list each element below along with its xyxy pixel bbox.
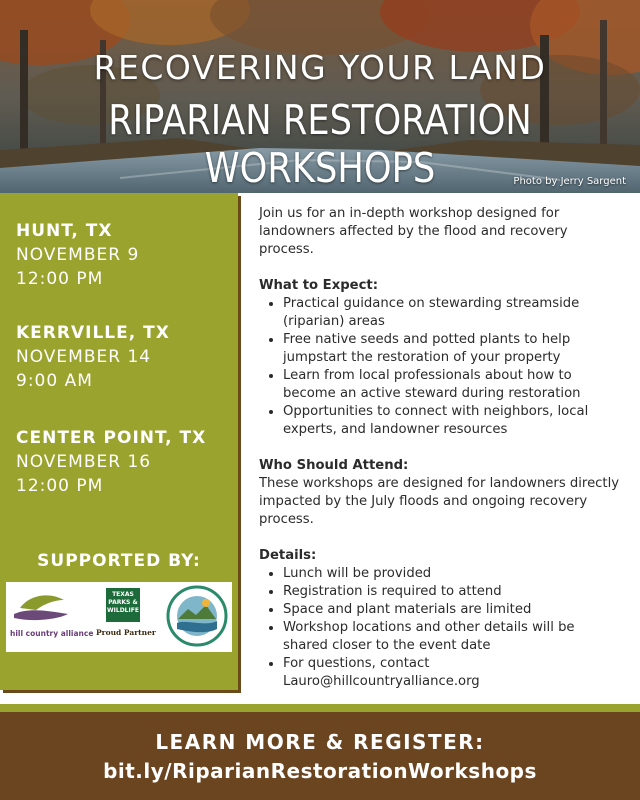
register-heading: LEARN MORE & REGISTER: — [155, 730, 485, 754]
expect-item: • Learn from local professionals about how to become an active steward during restoration — [283, 367, 621, 403]
tpw-badge — [106, 588, 140, 622]
hca-label: hill country alliance — [10, 629, 94, 638]
photo-credit: Photo by Jerry Sargent — [513, 176, 626, 187]
what-to-expect-heading: What to Expect: — [259, 278, 378, 293]
ugra-seal-logo — [166, 585, 228, 652]
event-location: HUNT, TX — [16, 221, 113, 241]
tpw-line-2: PARKS & — [108, 599, 138, 606]
expect-list — [259, 295, 621, 439]
details-item: • Lunch will be provided — [283, 565, 621, 583]
event-time: 9:00 AM — [16, 371, 93, 391]
details-item: • For questions, contact Lauro@hillcountryalliance.org — [283, 655, 621, 691]
hill-country-alliance-logo — [10, 588, 93, 638]
event-sidebar — [0, 193, 238, 690]
details-item: • Workshop locations and other details will be shared closer to the event date — [283, 619, 621, 655]
who-should-attend-heading: Who Should Attend: — [259, 458, 409, 473]
event-time: 12:00 PM — [16, 269, 104, 289]
details-item: • Registration is required to attend — [283, 583, 621, 601]
supported-by-heading: SUPPORTED BY: — [37, 551, 201, 571]
tpw-line-3: WILDLIFE — [107, 607, 139, 614]
river-authority-seal-icon — [166, 585, 228, 647]
event-location: CENTER POINT, TX — [16, 428, 207, 448]
event-time: 12:00 PM — [16, 476, 104, 496]
intro-text: Join us for an in-depth workshop designed for landowners affected by the flood and recovery process. — [259, 206, 568, 257]
workshop-details — [259, 205, 621, 691]
attend-text: These workshops are designed for landowners directly impacted by the July floods and ongoing recovery process. — [259, 476, 620, 527]
details-item: • Space and plant materials are limited — [283, 601, 621, 619]
expect-item: • Opportunities to connect with neighbors, local experts, and landowner resources — [283, 403, 621, 439]
event-hunt — [16, 219, 139, 291]
footer-accent-bar — [0, 704, 640, 712]
event-center-point — [16, 426, 206, 498]
hands-leaf-icon — [10, 588, 74, 624]
event-date: NOVEMBER 16 — [16, 452, 152, 472]
details-heading: Details: — [259, 548, 317, 563]
event-location: KERRVILLE, TX — [16, 323, 170, 343]
event-date: NOVEMBER 9 — [16, 245, 140, 265]
expect-item: • Free native seeds and potted plants to help jumpstart the restoration of your property — [283, 331, 621, 367]
sponsor-logos — [6, 582, 232, 652]
event-kerrville — [16, 321, 170, 393]
tpw-caption: Proud Partner — [96, 628, 156, 637]
details-list — [259, 565, 621, 691]
expect-item: • Practical guidance on stewarding streamside (riparian) areas — [283, 295, 621, 331]
texas-parks-wildlife-logo — [96, 588, 156, 637]
title-line-2: RIPARIAN RESTORATION WORKSHOPS — [108, 96, 532, 192]
header-banner — [0, 0, 640, 193]
register-link[interactable]: bit.ly/RiparianRestorationWorkshops — [103, 759, 537, 783]
footer-cta — [0, 712, 640, 800]
event-date: NOVEMBER 14 — [16, 347, 152, 367]
title-line-1: RECOVERING YOUR LAND — [93, 48, 547, 87]
tpw-line-1: TEXAS — [112, 591, 134, 598]
